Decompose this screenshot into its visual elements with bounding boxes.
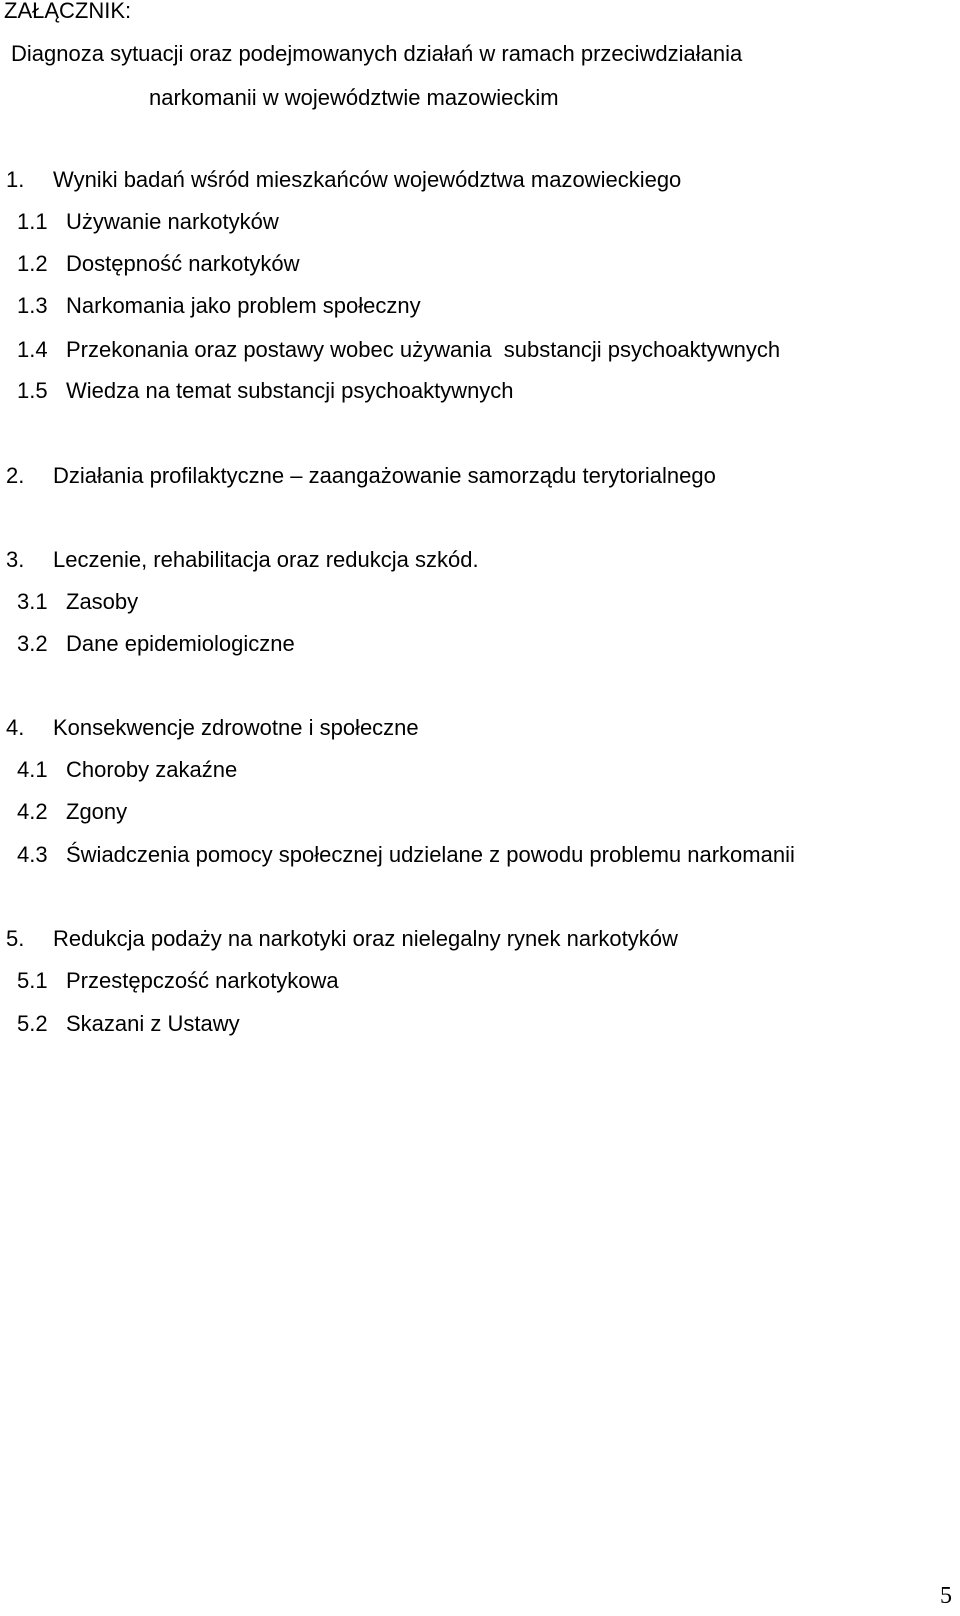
section-number: 5. [6, 926, 25, 951]
item-title: Używanie narkotyków [66, 209, 279, 234]
section-title: Działania profilaktyczne – zaangażowanie samorządu terytorialnego [53, 463, 716, 488]
list-item-5-1 [17, 970, 339, 992]
section-title: Konsekwencje zdrowotne i społeczne [53, 715, 419, 740]
item-number: 4.2 [17, 799, 48, 824]
section-number: 3. [6, 547, 25, 572]
section-5-heading [6, 928, 678, 950]
page-number: 5 [940, 1583, 952, 1609]
section-number: 2. [6, 463, 25, 488]
item-number: 1.2 [17, 251, 48, 276]
list-item-1-5 [17, 380, 514, 402]
list-item-4-3 [17, 844, 795, 866]
item-number: 5.2 [17, 1011, 48, 1036]
section-2-heading [6, 465, 716, 487]
item-number: 4.1 [17, 757, 48, 782]
item-number: 3.2 [17, 631, 48, 656]
item-title: Dostępność narkotyków [66, 251, 300, 276]
list-item-1-2 [17, 253, 300, 275]
item-number: 5.1 [17, 968, 48, 993]
list-item-3-2 [17, 633, 295, 655]
item-title: Przestępczość narkotykowa [66, 968, 339, 993]
item-title: Zgony [66, 799, 128, 824]
item-number: 1.4 [17, 337, 48, 362]
item-number: 3.1 [17, 589, 48, 614]
item-title: Świadczenia pomocy społecznej udzielane z powodu problemu narkomanii [66, 842, 795, 867]
item-title: Przekonania oraz postawy wobec używania substancji psychoaktywnych [66, 337, 781, 362]
item-title: Narkomania jako problem społeczny [66, 293, 421, 318]
item-title: Dane epidemiologiczne [66, 631, 295, 656]
section-number: 1. [6, 167, 25, 192]
list-item-3-1 [17, 591, 138, 613]
section-4-heading [6, 717, 419, 739]
document-title-line-1: Diagnoza sytuacji oraz podejmowanych działań w ramach przeciwdziałania [11, 41, 743, 66]
item-title: Wiedza na temat substancji psychoaktywnych [66, 378, 514, 403]
item-number: 4.3 [17, 842, 48, 867]
list-item-4-2 [17, 801, 127, 823]
list-item-1-1 [17, 211, 279, 233]
annex-label: ZAŁĄCZNIK: [4, 0, 132, 23]
list-item-4-1 [17, 759, 237, 781]
list-item-1-3 [17, 295, 421, 317]
section-number: 4. [6, 715, 25, 740]
section-3-heading [6, 549, 479, 571]
section-title: Leczenie, rehabilitacja oraz redukcja szkód. [53, 547, 479, 572]
section-1-heading [6, 169, 681, 191]
section-title: Redukcja podaży na narkotyki oraz nielegalny rynek narkotyków [53, 926, 678, 951]
list-item-5-2 [17, 1013, 240, 1035]
item-number: 1.3 [17, 293, 48, 318]
item-title: Choroby zakaźne [66, 757, 238, 782]
document-title-line-2: narkomanii w województwie mazowieckim [149, 85, 559, 110]
item-number: 1.1 [17, 209, 48, 234]
item-title: Zasoby [66, 589, 139, 614]
item-number: 1.5 [17, 378, 48, 403]
list-item-1-4 [17, 339, 780, 361]
item-title: Skazani z Ustawy [66, 1011, 240, 1036]
section-title: Wyniki badań wśród mieszkańców województwa mazowieckiego [53, 167, 682, 192]
